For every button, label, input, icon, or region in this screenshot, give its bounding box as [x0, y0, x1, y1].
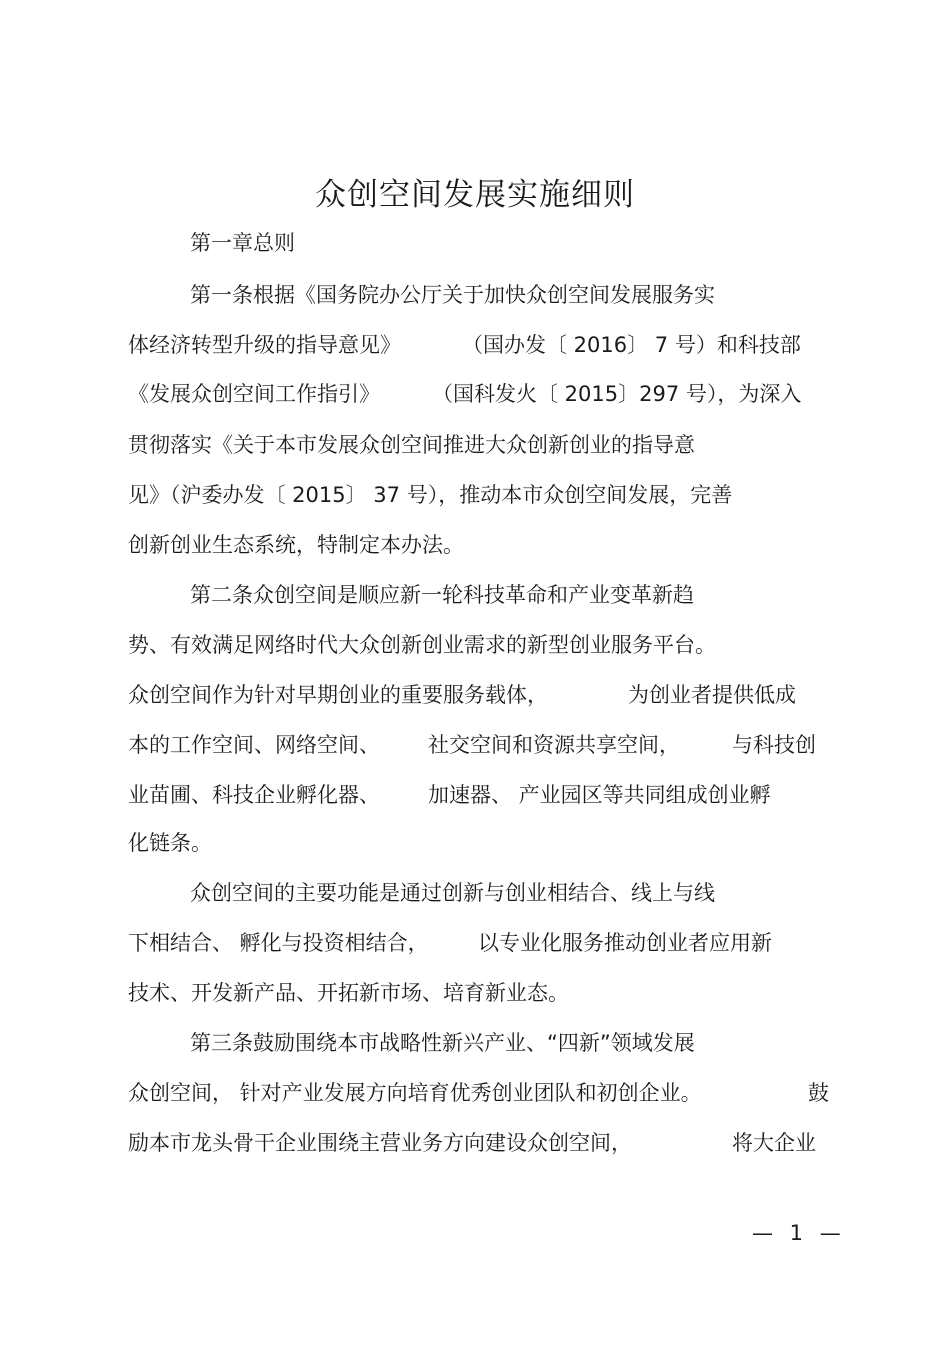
line-segment: 鼓: [808, 1081, 829, 1105]
paragraph-line: [0, 680, 950, 710]
paragraph-line: 第二条众创空间是顺应新一轮科技革命和产业变革新趋: [190, 583, 694, 607]
line-segment: 《发展众创空间工作指引》: [128, 382, 380, 406]
line-segment: 以专业化服务推动创业者应用新: [478, 931, 772, 955]
paragraph-line: 势、有效满足网络时代大众创新创业需求的新型创业服务平台。: [128, 633, 716, 657]
paragraph-line: [0, 379, 950, 409]
page-number: — 1 —: [752, 1221, 841, 1245]
paragraph-line: [0, 730, 950, 760]
line-segment: （国科发火〔 2015〕297 号），为深入: [432, 382, 802, 406]
paragraph-line: [0, 780, 950, 810]
chapter-heading: 第一章总则: [190, 231, 295, 255]
document-title: 众创空间发展实施细则: [315, 177, 635, 213]
paragraph-line: [0, 928, 950, 958]
line-segment: 与科技创: [732, 733, 816, 757]
line-segment: 将大企业: [732, 1131, 816, 1155]
paragraph-line: [0, 1078, 950, 1108]
line-segment: 加速器、 产业园区等共同组成创业孵: [428, 783, 771, 807]
paragraph-line: 第一条根据《国务院办公厅关于加快众创空间发展服务实: [190, 283, 715, 307]
paragraph-line: [0, 330, 950, 360]
line-segment: 本的工作空间、网络空间、: [128, 733, 380, 757]
paragraph-line: 贯彻落实《关于本市发展众创空间推进大众创新创业的指导意: [128, 433, 695, 457]
paragraph-line: 第三条鼓励围绕本市战略性新兴产业、“四新”领域发展: [190, 1031, 695, 1055]
line-segment: 众创空间， 针对产业发展方向培育优秀创业团队和初创企业。: [128, 1081, 702, 1105]
paragraph-line: [0, 1128, 950, 1158]
line-segment: 体经济转型升级的指导意见》: [128, 333, 401, 357]
line-segment: 众创空间作为针对早期创业的重要服务载体，: [128, 683, 548, 707]
line-segment: 社交空间和资源共享空间，: [428, 733, 680, 757]
paragraph-line: 技术、开发新产品、开拓新市场、培育新业态。: [128, 981, 569, 1005]
paragraph-line: 见》（沪委办发〔 2015〕 37 号），推动本市众创空间发展，完善: [128, 483, 733, 507]
line-segment: 为创业者提供低成: [628, 683, 796, 707]
paragraph-line: 众创空间的主要功能是通过创新与创业相结合、线上与线: [190, 881, 715, 905]
line-segment: 励本市龙头骨干企业围绕主营业务方向建设众创空间，: [128, 1131, 632, 1155]
line-segment: 业苗圃、科技企业孵化器、: [128, 783, 380, 807]
line-segment: （国办发〔 2016〕 7 号）和科技部: [462, 333, 801, 357]
line-segment: 下相结合、 孵化与投资相结合，: [128, 931, 429, 955]
paragraph-line: 化链条。: [128, 831, 212, 855]
paragraph-line: 创新创业生态系统，特制定本办法。: [128, 533, 464, 557]
